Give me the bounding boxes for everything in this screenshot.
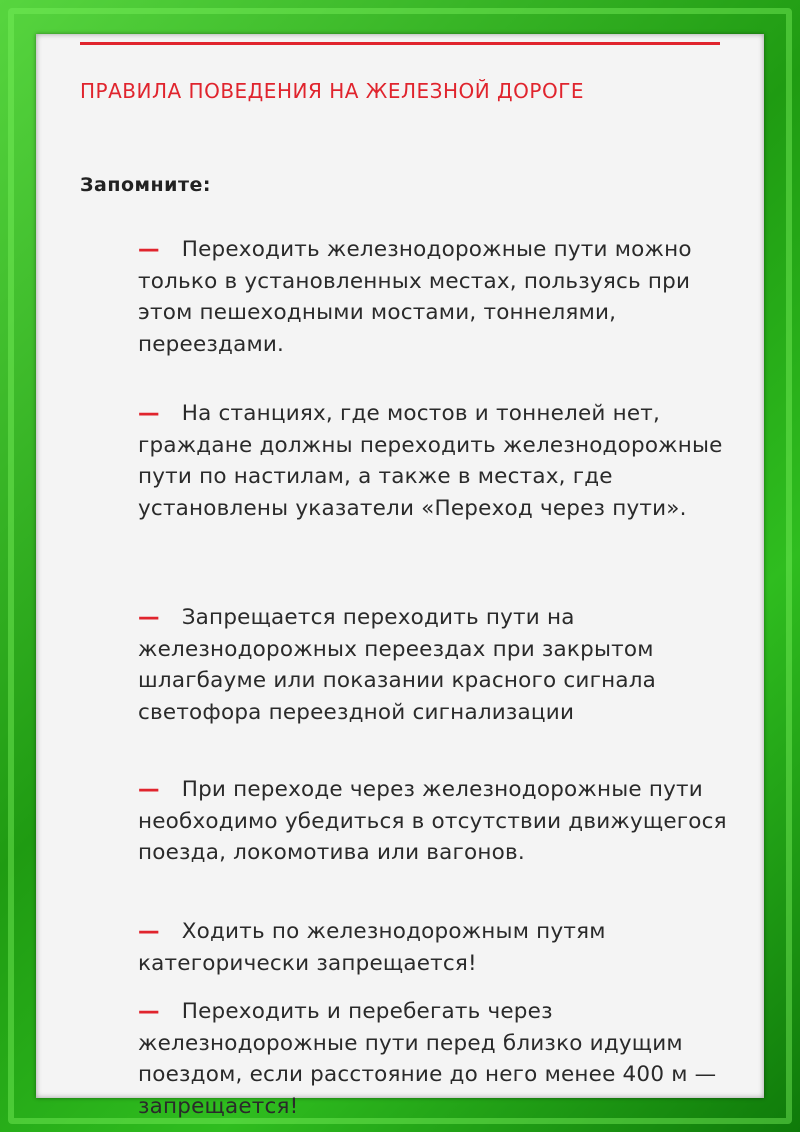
rule-text: На станциях, где мостов и тоннелей нет, граждане должны переходить железнодорожные пути по настилам, а также в местах, где установлены указатели «Переход через пути». (138, 401, 723, 521)
rule-item (138, 774, 738, 869)
bullet-dash: — (138, 999, 160, 1024)
rule-item (138, 996, 738, 1122)
bullet-dash: — (138, 605, 160, 630)
bullet-dash: — (138, 777, 160, 802)
rule-item (138, 916, 738, 979)
rule-text: При переходе через железнодорожные пути необходимо убедиться в отсутствии движущегося поезда, локомотива или вагонов. (138, 777, 727, 865)
remember-heading: Запомните: (80, 174, 211, 196)
bullet-dash: — (138, 401, 160, 426)
rule-item (138, 602, 738, 728)
rule-item (138, 234, 738, 360)
top-divider (80, 42, 720, 45)
rule-text: Переходить и перебегать через железнодорожные пути перед близко идущим поездом, если расстояние до него менее 400 м — запрещается! (138, 999, 717, 1119)
rule-text: Переходить железнодорожные пути можно только в установленных местах, пользуясь при этом пешеходными мостами, тоннелями, переездами. (138, 237, 692, 357)
rule-item (138, 398, 738, 524)
bullet-dash: — (138, 919, 160, 944)
bullet-dash: — (138, 237, 160, 262)
document-page (36, 34, 764, 1119)
rule-text: Ходить по железнодорожным путям категорически запрещается! (138, 919, 606, 976)
rule-text: Запрещается переходить пути на железнодорожных переездах при закрытом шлагбауме или показании красного сигнала светофора переездной сигнализации (138, 605, 657, 725)
page-title: ПРАВИЛА ПОВЕДЕНИЯ НА ЖЕЛЕЗНОЙ ДОРОГЕ (80, 79, 585, 103)
